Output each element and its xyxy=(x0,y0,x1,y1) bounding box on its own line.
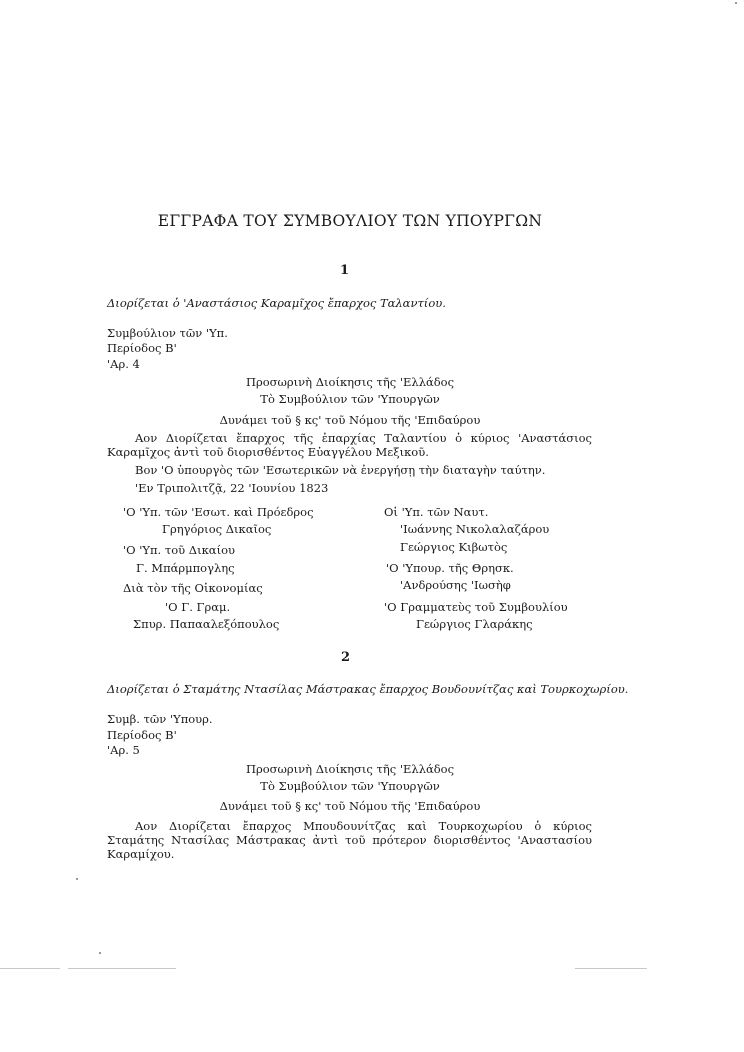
decree-paragraph: Αον Διορίζεται ἔπαρχος Μπουδουνίτζας καὶ Τουρκοχωρίου ὁ κύριος Σταμάτης Ντασίλας Μάστρακας ἀντὶ τοῦ πρότερον διορισθέντος 'Αναστασίου Καραμίχου. xyxy=(107,819,592,861)
signature-line: Γρηγόριος Δικαῖος xyxy=(162,522,272,536)
authority-line: Δυνάμει τοῦ § κς' τοῦ Νόμου τῆς 'Επιδαύρου xyxy=(219,413,481,427)
place-date: 'Εν Τριπολιτζᾷ, 22 'Ιουνίου 1823 xyxy=(135,481,329,495)
signature-line: 'Ιωάννης Νικολαλαζάρου xyxy=(400,522,550,536)
signature-line: 'Ο Γ. Γραμ. xyxy=(165,600,231,614)
signature-line: 'Ο Γραμματεὺς τοῦ Συμβουλίου xyxy=(384,600,568,614)
scan-artifact xyxy=(76,878,78,880)
scan-artifact xyxy=(99,952,101,954)
document-number: 1 xyxy=(340,263,350,278)
decree-paragraph: Βον 'Ο ὑπουργὸς τῶν 'Εσωτερικῶν νὰ ἐνεργήσῃ τὴν διαταγὴν ταύτην. xyxy=(135,463,546,477)
document-heading: Διορίζεται ὁ 'Αναστάσιος Καραμῖχος ἔπαρχος Ταλαντίου. xyxy=(107,296,446,310)
signature-line: Σπυρ. Παπααλεξόπουλος xyxy=(133,617,280,631)
reference-line: 'Αρ. 5 xyxy=(107,743,140,757)
scan-artifact xyxy=(68,968,176,969)
reference-line: Συμβ. τῶν 'Υπουρ. xyxy=(107,712,213,726)
scan-artifact xyxy=(575,968,647,969)
reference-line: Συμβούλιον τῶν 'Υπ. xyxy=(107,326,228,340)
document-heading: Διορίζεται ὁ Σταμάτης Ντασίλας Μάστρακας ἔπαρχος Βουδουνίτζας καὶ Τουρκοχωρίου. xyxy=(107,682,629,696)
authority-line: Προσωρινὴ Διοίκησις τῆς 'Ελλάδος xyxy=(245,375,455,389)
reference-line: Περίοδος Β' xyxy=(107,341,177,355)
decree-paragraph: Αον Διορίζεται ἔπαρχος τῆς ἐπαρχίας Ταλαντίου ὁ κύριος 'Αναστάσιος Καραμῖχος ἀντὶ τοῦ διορισθέντος Εὐαγγέλου Μεξικοῦ. xyxy=(107,431,592,459)
authority-line: Τὸ Συμβούλιον τῶν 'Υπουργῶν xyxy=(260,392,440,406)
reference-line: 'Αρ. 4 xyxy=(107,357,140,371)
signature-line: Γεώργιος Κιβωτὸς xyxy=(400,540,508,554)
page-title: ΕΓΓΡΑΦΑ ΤΟΥ ΣΥΜΒΟΥΛΙΟΥ ΤΩΝ ΥΠΟΥΡΓΩΝ xyxy=(157,212,543,230)
authority-line: Δυνάμει τοῦ § κς' τοῦ Νόμου τῆς 'Επιδαύρου xyxy=(219,799,481,813)
signature-line: 'Ο 'Υπ. τῶν 'Εσωτ. καὶ Πρόεδρος xyxy=(123,505,314,519)
reference-line: Περίοδος Β' xyxy=(107,728,177,742)
signature-line: Γεώργιος Γλαράκης xyxy=(416,617,533,631)
scan-artifact xyxy=(735,2,737,4)
document-number: 2 xyxy=(341,650,351,665)
signature-line: Διὰ τὸν τῆς Οἰκονομίας xyxy=(123,581,263,595)
authority-line: Τὸ Συμβούλιον τῶν 'Υπουργῶν xyxy=(260,779,440,793)
signature-line: Γ. Μπάρμπογλης xyxy=(136,561,235,575)
signature-line: Οἱ 'Υπ. τῶν Ναυτ. xyxy=(384,505,489,519)
scan-artifact xyxy=(0,968,60,969)
signature-line: 'Ανδρούσης 'Ιωσὴφ xyxy=(400,578,511,592)
signature-line: 'Ο 'Υπουρ. τῆς Θρησκ. xyxy=(386,561,514,575)
authority-line: Προσωρινὴ Διοίκησις τῆς 'Ελλάδος xyxy=(245,762,455,776)
signature-line: 'Ο 'Υπ. τοῦ Δικαίου xyxy=(123,543,235,557)
